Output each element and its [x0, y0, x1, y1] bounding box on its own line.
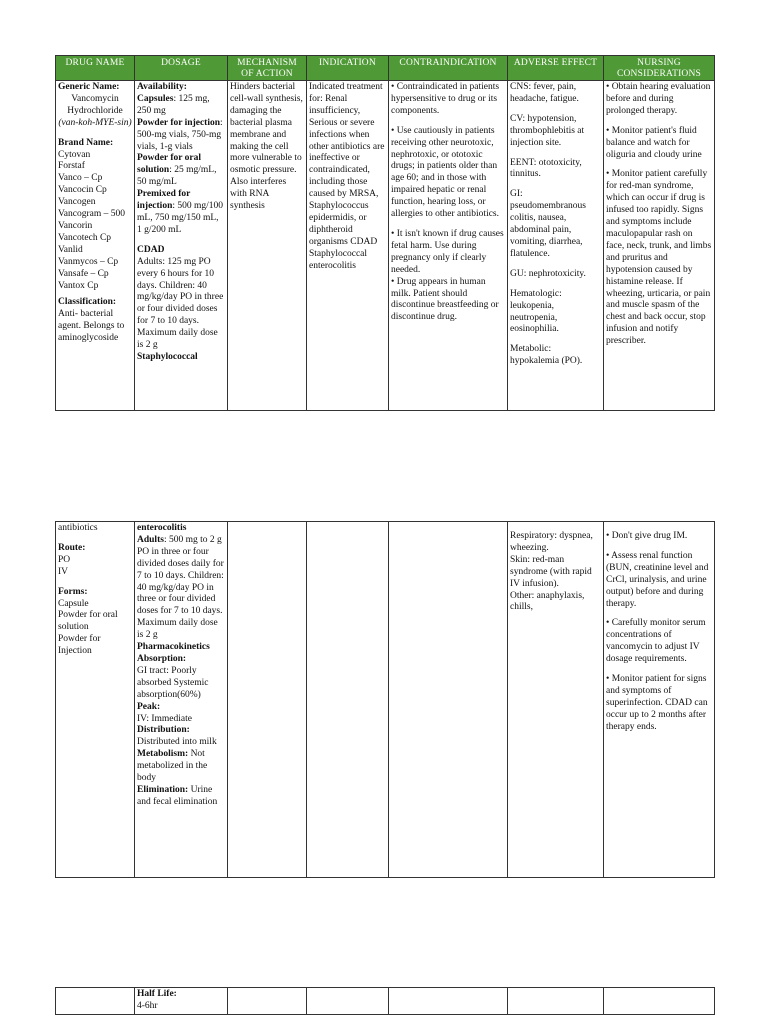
generic-name: Vancomycin Hydrochloride: [67, 93, 123, 116]
indication-cell: Indicated treatment for: Renal insufficiency, Serious or severe infections when other antibiotics are ineffective or contraindicated, including those caused by MRSA, Staphylococcus epidermidis, or diphtheroid organisms CDAD Staphylococcal enterocolitis: [307, 81, 389, 411]
header-nursing: NURSING CONSIDERATIONS: [604, 56, 715, 81]
brand-name: Vantox Cp: [58, 280, 99, 291]
adverse-item: CV: hypotension, thrombophlebitis at injection site.: [510, 113, 585, 148]
adverse-item: GU: nephrotoxicity.: [510, 268, 586, 279]
route-item: IV: [58, 566, 69, 577]
header-indication: INDICATION: [307, 56, 389, 81]
nursing-item: • Don't give drug IM.: [606, 531, 688, 541]
adverse-effect-cell: [508, 81, 604, 411]
brand-name: Vanlid: [58, 244, 83, 255]
oral-text: : 25 mg/mL, 50 mg/mL: [137, 165, 217, 188]
adverse-item: CNS: fever, pain, headache, fatigue.: [510, 82, 579, 104]
nursing-item: • Assess renal function (BUN, creatinine level and CrCl, urinalysis, and urine output) before and during therapy.: [606, 550, 709, 609]
mechanism-cell: [228, 522, 307, 878]
nursing-cell: [604, 81, 715, 411]
contraindication-cell: [389, 988, 508, 1015]
powder-label: Powder for injection: [137, 117, 221, 128]
premixed-label: Premixed for injection: [137, 189, 191, 212]
adverse-item: Other: anaphylaxis, chills,: [510, 590, 585, 613]
nursing-item: • Obtain hearing evaluation before and during prolonged therapy.: [606, 82, 711, 116]
pronunciation: (van-koh-MYE-sin): [58, 117, 132, 128]
staphylococcal-label: Staphylococcal: [137, 351, 198, 362]
contraindication-item: • Contraindicated in patients hypersensitive to drug or its components.: [391, 82, 500, 116]
powder-text: : 500-mg vials, 750-mg vials, 1-g vials: [137, 117, 223, 152]
table-row: [56, 81, 715, 411]
drug-table-page-2: [55, 521, 715, 878]
nursing-item: • Monitor patient for signs and symptoms of superinfection. CDAD can occur up to 2 months after therapy ends.: [606, 674, 708, 732]
peak-text: IV: Immediate: [137, 713, 192, 724]
classification-continued: antibiotics: [58, 523, 98, 533]
elimination-text: Urine and fecal elimination: [137, 784, 218, 807]
cdad-text: Adults: 125 mg PO every 6 hours for 10 days. Children: 40 mg/kg/day PO in three or four divided doses for 7 to 10 days. Maximum daily dose is 2 g: [137, 256, 224, 351]
mechanism-cell: [228, 988, 307, 1015]
header-row: [56, 56, 715, 81]
table-row: [56, 988, 715, 1015]
header-mechanism: MECHANISM OF ACTION: [228, 56, 307, 81]
brand-name: Forstaf: [58, 161, 85, 172]
brand-name: Vancorin: [58, 220, 93, 231]
metabolism-label: Metabolism:: [137, 749, 189, 760]
brand-name: Vanmycos – Cp: [58, 256, 119, 267]
premixed-line: [137, 189, 225, 237]
brand-name: Vansafe – Cp: [58, 268, 109, 279]
metabolism-text: Not metabolized in the body: [137, 749, 208, 784]
capsules-text: : 125 mg, 250 mg: [137, 93, 210, 116]
generic-name-label: Generic Name:: [58, 82, 120, 92]
form-item: Capsule: [58, 598, 89, 609]
form-item: Powder for Injection: [58, 634, 101, 657]
nursing-item: • Carefully monitor serum concentrations of vancomycin to adjust IV dosage requirements.: [606, 618, 706, 665]
brand-name: Vancogram – 500: [58, 209, 126, 220]
powder-line: [137, 118, 225, 189]
drug-table-page-1: [55, 55, 715, 411]
absorption-label: Absorption:: [137, 653, 187, 664]
adverse-item: EENT: ototoxicity, tinnitus.: [510, 157, 582, 180]
capsules-line: [137, 94, 225, 118]
dosage-cell: [135, 81, 228, 411]
half-life-text: 4-6hr: [137, 1000, 158, 1011]
nursing-item: • Monitor patient's fluid balance and watch for oliguria and cloudy urine: [606, 125, 702, 160]
elimination-label: Elimination:: [137, 784, 189, 795]
enterocolitis-label: enterocolitis: [137, 523, 187, 533]
metabolism-line: [137, 749, 225, 785]
capsules-label: Capsules: [137, 93, 174, 104]
brand-name: Vancotech Cp: [58, 232, 112, 243]
adverse-item: Metabolic: hypokalemia (PO).: [510, 344, 583, 367]
route-item: PO: [58, 554, 71, 565]
peak-label: Peak:: [137, 701, 161, 712]
header-adverse-effect: ADVERSE EFFECT: [508, 56, 604, 81]
adverse-item: Respiratory: dyspnea, wheezing.: [510, 531, 593, 553]
contraindication-item: • Use cautiously in patients receiving other neurotoxic, nephrotoxic, or ototoxic drugs; in patients older than age 60; and in those with impaired hepatic or renal function, hearing loss, or allergies to other antibiotics.: [391, 125, 499, 220]
header-dosage: DOSAGE: [135, 56, 228, 81]
adverse-item: Hematologic: leukopenia, neutropenia, eosinophilia.: [510, 288, 562, 335]
classification-text: Anti- bacterial agent. Belongs to aminoglycoside: [58, 309, 125, 344]
brand-name: Cytovan: [58, 149, 91, 160]
drug-name-cell: [56, 81, 135, 411]
cdad-label: CDAD: [137, 244, 165, 255]
adverse-effect-cell: [508, 988, 604, 1015]
header-drug-name: DRUG NAME: [56, 56, 135, 81]
nursing-cell: [604, 522, 715, 878]
nursing-item: • Monitor patient carefully for red-man syndrome, which can occur if drug is infused too rapidly. Signs and symptoms include maculopapular rash on face, neck, trunk, and limbs and pruritus and hypotension caused by histamine release. If wheezing, urticaria, or pain and muscle spasm of the chest and back occur, stop infusion and notify prescriber.: [606, 169, 712, 347]
indication-cell: [307, 988, 389, 1015]
indication-cell: [307, 522, 389, 878]
premixed-text: : 500 mg/100 mL, 750 mg/150 mL, 1 g/200 mL: [137, 201, 224, 235]
adverse-item: GI: pseudomembranous colitis, nausea, abdominal pain, vomiting, diarrhea, flatulence.: [510, 189, 586, 259]
mechanism-cell: Hinders bacterial cell-wall synthesis, damaging the bacterial plasma membrane and making the cell more vulnerable to osmotic pressure. Also interferes with RNA synthesis: [228, 81, 307, 411]
distribution-label: Distribution:: [137, 725, 190, 736]
dosage-cell: [135, 988, 228, 1015]
contraindication-cell: [389, 81, 508, 411]
adults-label: Adults: [137, 534, 164, 545]
brand-name-label: Brand Name:: [58, 137, 114, 148]
drug-name-cell: [56, 522, 135, 878]
distribution-text: Distributed into milk: [137, 737, 217, 748]
availability-label: Availability:: [137, 82, 187, 92]
oral-label: Powder for oral solution: [137, 153, 202, 176]
adults-text: : 500 mg to 2 g PO in three or four divided doses daily for 7 to 10 days. Children: 40 mg/kg/day PO in three or four divided doses for 7 to 10 days. Maximum daily dose is 2 g: [137, 534, 224, 641]
elimination-line: [137, 785, 225, 809]
contraindication-cell: [389, 522, 508, 878]
drug-table-page-3: [55, 987, 715, 1015]
brand-name: Vancocin Cp: [58, 185, 107, 196]
adults-line: [137, 535, 225, 642]
brand-name: Vancogen: [58, 197, 96, 208]
absorption-text: GI tract: Poorly absorbed Systemic absorption(60%): [137, 665, 209, 700]
brand-name: Vanco – Cp: [58, 173, 103, 184]
form-item: Powder for oral solution: [58, 610, 118, 633]
half-life-label: Half Life:: [137, 989, 177, 999]
pharmacokinetics-label: Pharmacokinetics: [137, 642, 210, 653]
forms-label: Forms:: [58, 586, 88, 597]
drug-name-cell: [56, 988, 135, 1015]
header-contraindication: CONTRAINDICATION: [389, 56, 508, 81]
classification-label: Classification:: [58, 297, 117, 308]
route-label: Route:: [58, 542, 86, 553]
nursing-cell: [604, 988, 715, 1015]
table-row: [56, 522, 715, 878]
adverse-item: Skin: red-man syndrome (with rapid IV infusion).: [510, 554, 592, 589]
contraindication-item: • It isn't known if drug causes fetal harm. Use during pregnancy only if clearly needed.: [391, 228, 504, 275]
dosage-cell: [135, 522, 228, 878]
adverse-effect-cell: [508, 522, 604, 878]
contraindication-item: • Drug appears in human milk. Patient should discontinue breastfeeding or discontinue drug.: [391, 276, 499, 323]
